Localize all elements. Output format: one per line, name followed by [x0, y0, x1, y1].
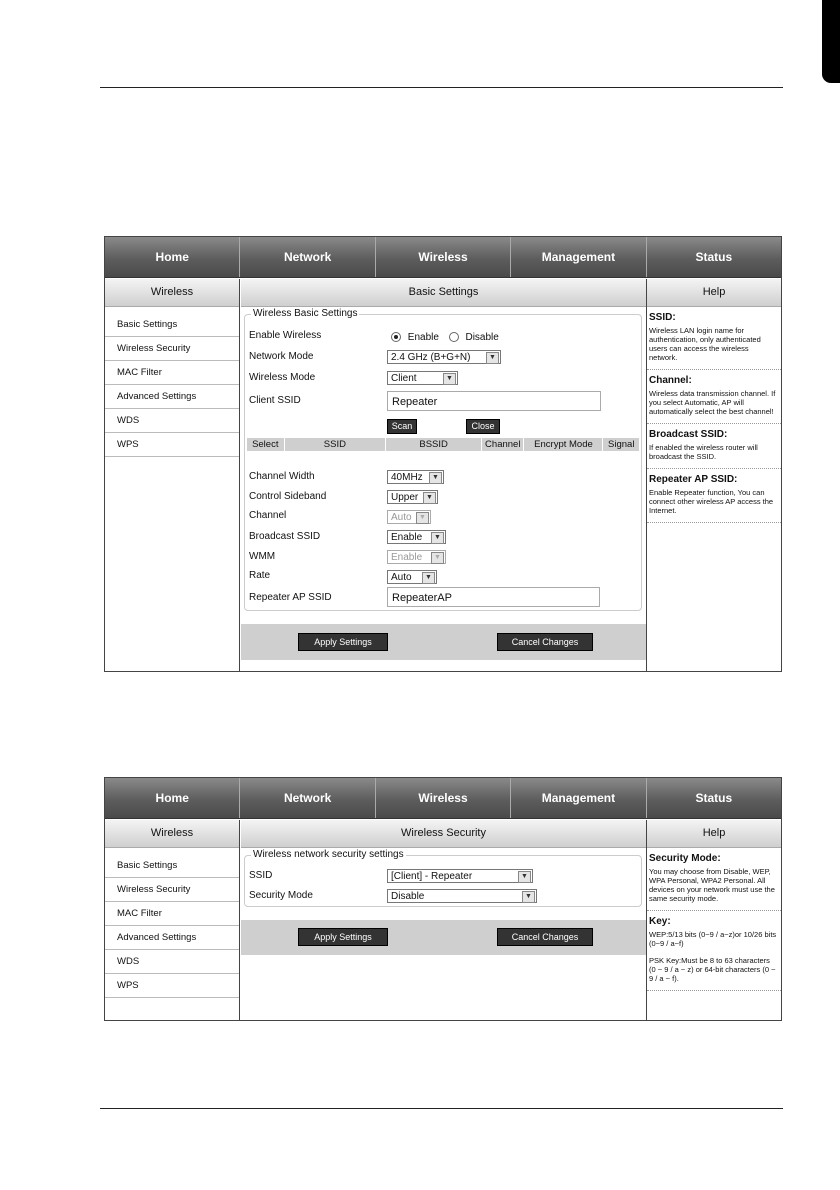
- disable-radio[interactable]: [449, 332, 459, 342]
- channel-select[interactable]: [387, 510, 431, 524]
- enable-radio[interactable]: [391, 332, 401, 342]
- broadcast-ssid-select[interactable]: [387, 530, 446, 544]
- ssid-label: SSID: [249, 870, 273, 881]
- sidebar-item-advanced-settings[interactable]: Advanced Settings: [105, 385, 239, 409]
- ssid-value: [Client] - Repeater: [391, 871, 473, 882]
- wireless-mode-select[interactable]: [387, 371, 458, 385]
- enable-wireless-label: Enable Wireless: [249, 330, 322, 341]
- sidebar-item-wps[interactable]: WPS: [105, 974, 239, 998]
- apply-settings-button[interactable]: Apply Settings: [298, 928, 388, 946]
- top-nav: [105, 237, 781, 278]
- help-title: Help: [647, 279, 781, 307]
- page-title: Basic Settings: [241, 279, 646, 307]
- help-item: [647, 370, 781, 424]
- help-item-text: You may choose from Disable, WEP, WPA Personal, WPA2 Personal. All devices on your network must use the same security mode.: [649, 867, 775, 903]
- top-nav: [105, 778, 781, 819]
- help-sidebar: [646, 279, 781, 671]
- security-mode-label: Security Mode: [249, 890, 313, 901]
- col-ssid: SSID: [285, 438, 387, 451]
- help-item-text: Wireless data transmission channel. If you select Automatic, AP will automatically select the best channel!: [649, 389, 776, 416]
- sidebar-item-advanced-settings[interactable]: Advanced Settings: [105, 926, 239, 950]
- footer-rule: [100, 1108, 783, 1109]
- chevron-down-icon: ▼: [423, 492, 436, 504]
- control-sideband-value: Upper: [391, 492, 419, 503]
- network-mode-select[interactable]: [387, 350, 501, 364]
- network-mode-label: Network Mode: [249, 351, 314, 362]
- sidebar-item-mac-filter[interactable]: MAC Filter: [105, 902, 239, 926]
- chevron-down-icon: ▼: [416, 512, 429, 524]
- sidebar-title: Wireless: [105, 820, 239, 848]
- col-bssid: BSSID: [386, 438, 482, 451]
- col-signal: Signal: [608, 439, 635, 450]
- main-content: [241, 820, 646, 1020]
- close-button[interactable]: Close: [466, 419, 500, 434]
- scan-button[interactable]: Scan: [387, 419, 417, 434]
- chevron-down-icon: ▼: [429, 472, 442, 484]
- cancel-changes-button[interactable]: Cancel Changes: [497, 928, 593, 946]
- col-channel: Channel: [482, 438, 524, 451]
- help-item: [647, 848, 781, 911]
- ssid-select[interactable]: [387, 869, 533, 883]
- sidebar: [105, 820, 240, 1020]
- disable-option-label: Disable: [465, 332, 499, 343]
- sidebar-item-wireless-security[interactable]: Wireless Security: [105, 337, 239, 361]
- channel-value: Auto: [391, 512, 412, 523]
- help-item: [647, 307, 781, 370]
- col-encrypt-mode: Encrypt Mode: [524, 438, 603, 451]
- wmm-label: WMM: [249, 551, 276, 562]
- help-item-title: Repeater AP SSID:: [649, 474, 738, 485]
- help-item: [647, 424, 781, 469]
- help-item-title: Channel:: [649, 375, 692, 386]
- sidebar-title: Wireless: [105, 279, 239, 307]
- rate-value: Auto: [391, 572, 412, 583]
- nav-status[interactable]: Status: [695, 791, 733, 805]
- nav-status[interactable]: Status: [695, 250, 733, 264]
- repeater-ap-ssid-label: Repeater AP SSID: [249, 592, 332, 603]
- client-ssid-label: Client SSID: [249, 395, 301, 406]
- broadcast-ssid-label: Broadcast SSID: [249, 531, 321, 542]
- help-item-title: SSID:: [649, 312, 676, 323]
- channel-label: Channel: [249, 510, 287, 521]
- screenshot-basic-settings: [104, 236, 782, 672]
- help-item-text: PSK Key:Must be 8 to 63 characters (0 ~ 9 / a ~ z) or 64-bit characters (0 ~ 9 / a ~ f).: [649, 956, 776, 983]
- chevron-down-icon: ▼: [431, 532, 444, 544]
- help-item-text: Wireless LAN login name for authentication, only authenticated users can access the wireless network.: [649, 326, 761, 362]
- help-item-text: If enabled the wireless router will broadcast the SSID.: [649, 443, 758, 461]
- col-select: Select: [247, 438, 285, 451]
- channel-width-select[interactable]: [387, 470, 444, 484]
- sidebar-item-mac-filter[interactable]: MAC Filter: [105, 361, 239, 385]
- page-tab-marker: [822, 0, 840, 83]
- channel-width-label: Channel Width: [249, 471, 315, 482]
- scan-results-header: [247, 438, 639, 451]
- sidebar-item-wps[interactable]: WPS: [105, 433, 239, 457]
- security-mode-value: Disable: [391, 891, 425, 902]
- wmm-select[interactable]: [387, 550, 446, 564]
- sidebar-item-basic-settings[interactable]: Basic Settings: [105, 313, 239, 337]
- wmm-value: Enable: [391, 552, 423, 563]
- nav-wireless[interactable]: Wireless: [376, 237, 511, 277]
- help-item: [647, 469, 781, 523]
- control-sideband-label: Control Sideband: [249, 491, 327, 502]
- fieldset-legend: Wireless network security settings: [253, 849, 404, 860]
- nav-management[interactable]: Management: [511, 778, 646, 818]
- sidebar-item-wds[interactable]: WDS: [105, 409, 239, 433]
- help-item: [647, 911, 781, 991]
- rate-select[interactable]: [387, 570, 437, 584]
- rate-label: Rate: [249, 570, 271, 581]
- help-item-title: Security Mode:: [649, 853, 721, 864]
- enable-wireless-radios: [391, 332, 499, 343]
- help-title: Help: [647, 820, 781, 848]
- broadcast-ssid-value: Enable: [391, 532, 423, 543]
- chevron-down-icon: ▼: [422, 572, 435, 584]
- sidebar-item-wds[interactable]: WDS: [105, 950, 239, 974]
- sidebar: [105, 279, 240, 671]
- sidebar-item-basic-settings[interactable]: Basic Settings: [105, 854, 239, 878]
- nav-home[interactable]: Home: [105, 778, 240, 818]
- chevron-down-icon: ▼: [486, 352, 499, 364]
- nav-management[interactable]: Management: [511, 237, 646, 277]
- sidebar-item-wireless-security[interactable]: Wireless Security: [105, 878, 239, 902]
- network-mode-value: 2.4 GHz (B+G+N): [391, 352, 471, 363]
- main-content: [241, 279, 646, 671]
- fieldset-legend: Wireless Basic Settings: [253, 308, 358, 319]
- repeater-ap-ssid-input[interactable]: RepeaterAP: [387, 587, 600, 607]
- help-item-title: Key:: [649, 916, 671, 927]
- control-sideband-select[interactable]: [387, 490, 438, 504]
- apply-settings-button[interactable]: Apply Settings: [298, 633, 388, 651]
- nav-network[interactable]: Network: [240, 237, 375, 277]
- client-ssid-input[interactable]: Repeater: [387, 391, 601, 411]
- nav-network[interactable]: Network: [240, 778, 375, 818]
- chevron-down-icon: ▼: [443, 373, 456, 385]
- help-item-title: Broadcast SSID:: [649, 429, 728, 440]
- nav-home[interactable]: Home: [105, 237, 240, 277]
- page-title: Wireless Security: [241, 820, 646, 848]
- wireless-mode-label: Wireless Mode: [249, 372, 316, 383]
- chevron-down-icon: ▼: [518, 871, 531, 883]
- help-item-text: Enable Repeater function, You can connect other wireless AP access the Internet.: [649, 488, 774, 515]
- wireless-mode-value: Client: [391, 373, 417, 384]
- chevron-down-icon: ▼: [431, 552, 444, 564]
- help-sidebar: [646, 820, 781, 1020]
- channel-width-value: 40MHz: [391, 472, 423, 483]
- chevron-down-icon: ▼: [522, 891, 535, 903]
- header-rule: [100, 87, 783, 88]
- cancel-changes-button[interactable]: Cancel Changes: [497, 633, 593, 651]
- security-mode-select[interactable]: [387, 889, 537, 903]
- help-item-text: WEP:5/13 bits (0~9 / a~z)or 10/26 bits (0~9 / a~f): [649, 930, 777, 948]
- nav-wireless[interactable]: Wireless: [376, 778, 511, 818]
- enable-option-label: Enable: [407, 332, 439, 343]
- screenshot-wireless-security: [104, 777, 782, 1021]
